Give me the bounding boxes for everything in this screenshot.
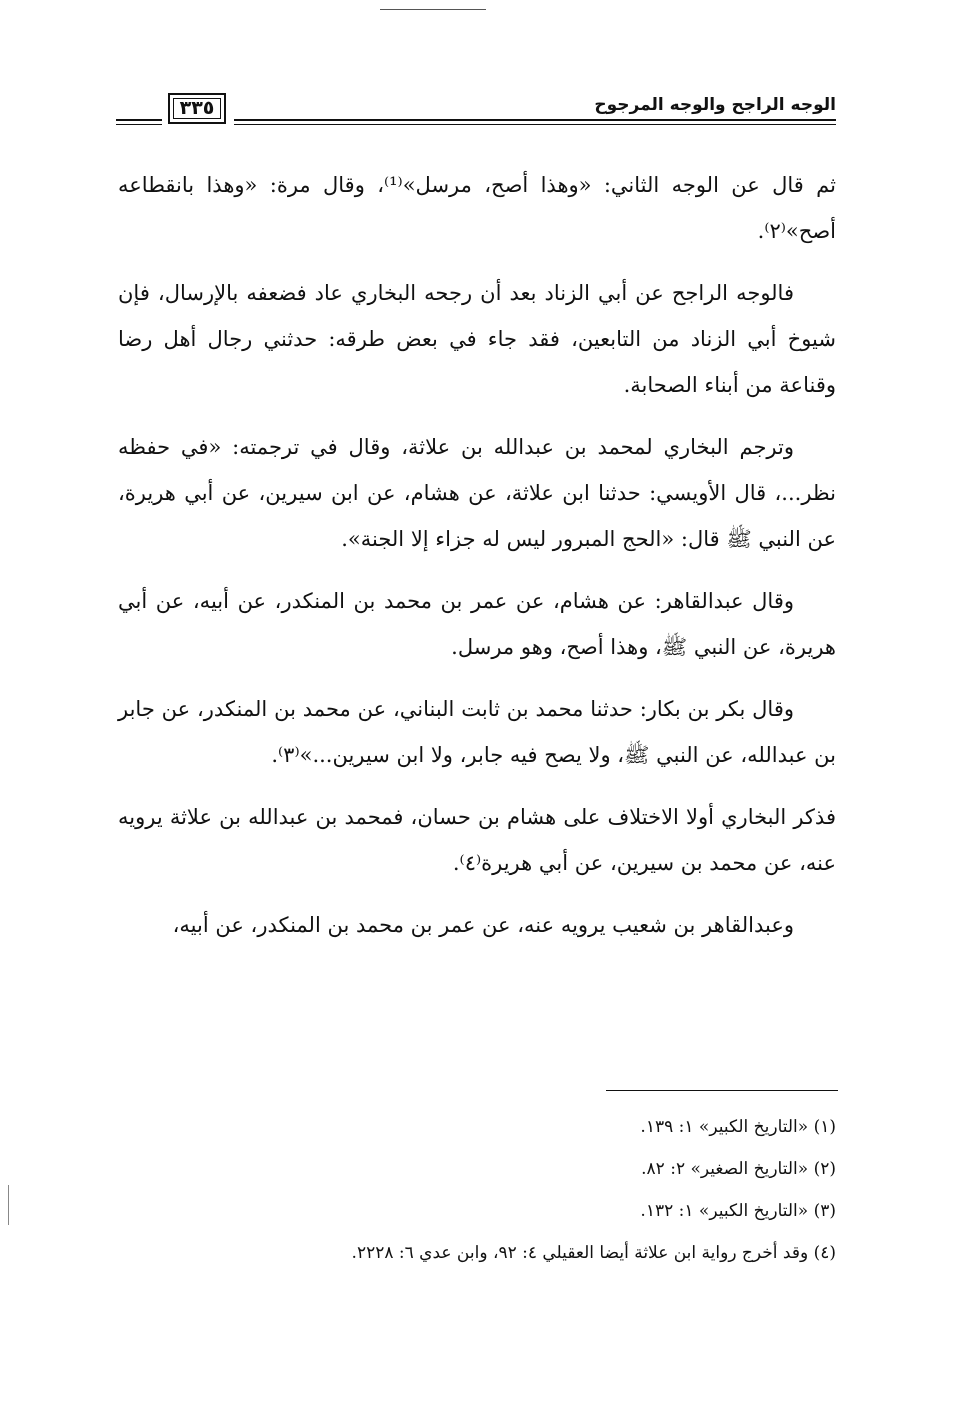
footnote: (٤) وقد أخرج رواية ابن علاثة أيضا العقيلي ٤: ٩٢، وابن عدي ٦: ٢٢٢٨. <box>351 1243 836 1263</box>
paragraph: فذكر البخاري أولا الاختلاف على هشام بن حسان، فمحمد بن عبدالله بن علاثة يرويه عنه، عن محمد بن سيرين، عن أبي هريرة⁽٤⁾. <box>118 805 836 875</box>
footnotes <box>118 1106 836 1274</box>
page-number: ٣٣٥ <box>168 93 226 124</box>
footnote: (٣) «التاريخ الكبير» ١: ١٣٢. <box>640 1201 836 1221</box>
paragraph: ثم قال عن الوجه الثاني: «وهذا أصح، مرسل»⁽¹⁾، وقال مرة: «وهذا بانقطاعه أصح»⁽٢⁾. <box>118 173 836 243</box>
header-rule <box>234 119 836 121</box>
header-rule <box>234 124 836 125</box>
footnote: (١) «التاريخ الكبير» ١: ١٣٩. <box>640 1117 836 1137</box>
footnote-separator <box>606 1090 838 1091</box>
chapter-title: الوجه الراجح والوجه المرجوح <box>594 95 836 115</box>
main-text <box>118 162 836 964</box>
header-rule <box>116 124 162 125</box>
paragraph: وعبدالقاهر بن شعيب يرويه عنه، عن عمر بن محمد بن المنكدر، عن أبيه، <box>172 913 794 937</box>
top-edge-rule <box>380 9 486 10</box>
paragraph: وترجم البخاري لمحمد بن عبدالله بن علاثة، وقال في ترجمته: «في حفظه نظر...، قال الأويسي: حدثنا ابن علاثة، عن هشام، عن ابن سيرين، عن أبي هريرة، عن النبي ﷺ قال: «الحج المبرور ليس له جزاء إلا الجنة». <box>118 435 836 551</box>
running-header <box>116 92 836 132</box>
paragraph: فالوجه الراجح عن أبي الزناد بعد أن رجحه البخاري عاد فضعفه بالإرسال، فإن شيوخ أبي الزناد من التابعين، فقد جاء في بعض طرقه: حدثني رجال أهل رضا وقناعة من أبناء الصحابة. <box>118 281 836 397</box>
header-rule <box>116 119 162 121</box>
paragraph: وقال عبدالقاهر: عن هشام، عن عمر بن محمد بن المنكدر، عن أبيه، عن أبي هريرة، عن النبي ﷺ، وهذا أصح، وهو مرسل. <box>118 589 836 659</box>
paragraph: وقال بكر بن بكار: حدثنا محمد بن ثابت البناني، عن محمد بن المنكدر، عن جابر بن عبدالله، عن النبي ﷺ، ولا يصح فيه جابر، ولا ابن سيرين...»⁽٣⁾. <box>118 697 836 767</box>
footnote: (٢) «التاريخ الصغير» ٢: ٨٢. <box>641 1159 836 1179</box>
margin-mark <box>8 1185 9 1225</box>
